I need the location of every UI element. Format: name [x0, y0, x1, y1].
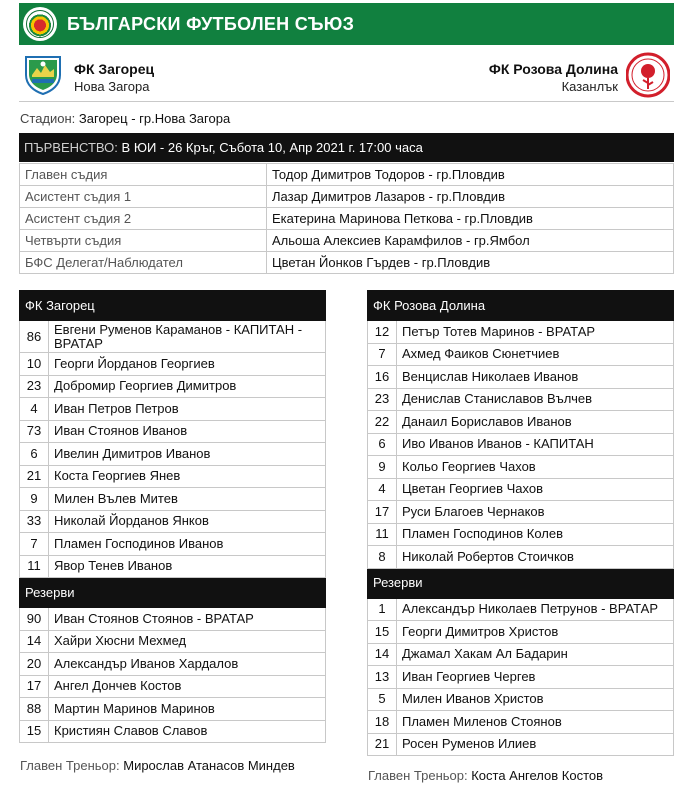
away-player-row — [368, 501, 674, 524]
away-player-number: 23 — [368, 388, 397, 411]
away-player-row — [368, 321, 674, 344]
home-player-name: Добромир Георгиев Димитров — [49, 375, 326, 398]
official-row — [20, 186, 674, 208]
federation-banner — [19, 3, 674, 45]
competition-value: В ЮИ - 26 Кръг, Събота 10, Апр 2021 г. 17:00 часа — [121, 140, 423, 155]
home-player-number: 4 — [20, 398, 49, 421]
away-coach-name: Коста Ангелов Костов — [471, 768, 604, 783]
official-name: Екатерина Маринова Петкова - гр.Пловдив — [267, 208, 674, 230]
home-reserve-name: Ангел Дончев Костов — [49, 675, 326, 698]
home-player-row — [20, 510, 326, 533]
home-player-row — [20, 488, 326, 511]
away-player-number: 7 — [368, 343, 397, 366]
away-player-name: Данаил Бориславов Иванов — [397, 411, 674, 434]
official-role: Асистент съдия 2 — [20, 208, 267, 230]
away-reserve-name: Пламен Миленов Стоянов — [397, 711, 674, 734]
home-reserve-row — [20, 675, 326, 698]
away-reserve-number: 1 — [368, 598, 397, 621]
home-reserves-header — [20, 578, 326, 608]
away-reserve-row — [368, 643, 674, 666]
away-player-name: Ахмед Фаиков Сюнетчиев — [397, 343, 674, 366]
officials-table — [19, 163, 674, 274]
home-reserve-number: 17 — [20, 675, 49, 698]
away-player-name: Петър Тотев Маринов - ВРАТАР — [397, 321, 674, 344]
official-role: Асистент съдия 1 — [20, 186, 267, 208]
home-player-row — [20, 533, 326, 556]
official-name: Цветан Йонков Гърдев - гр.Пловдив — [267, 252, 674, 274]
home-player-row — [20, 321, 326, 353]
away-player-number: 22 — [368, 411, 397, 434]
away-reserves-header — [368, 568, 674, 598]
official-role: Четвърти съдия — [20, 230, 267, 252]
away-reserve-row — [368, 598, 674, 621]
home-player-number: 21 — [20, 465, 49, 488]
away-player-row — [368, 411, 674, 434]
home-reserve-number: 15 — [20, 720, 49, 743]
away-player-number: 16 — [368, 366, 397, 389]
away-reserve-row — [368, 711, 674, 734]
home-player-name: Явор Тенев Иванов — [49, 555, 326, 578]
home-team-city: Нова Загора — [74, 79, 150, 94]
away-team-crest-icon — [626, 52, 670, 98]
away-player-row — [368, 388, 674, 411]
away-reserve-name: Милен Иванов Христов — [397, 688, 674, 711]
away-reserve-number: 13 — [368, 666, 397, 689]
home-coach-line — [20, 758, 295, 773]
home-player-row — [20, 465, 326, 488]
official-role: Главен съдия — [20, 164, 267, 186]
away-reserve-number: 15 — [368, 621, 397, 644]
home-player-number: 33 — [20, 510, 49, 533]
away-player-number: 17 — [368, 501, 397, 524]
away-player-number: 9 — [368, 456, 397, 479]
away-reserve-number: 14 — [368, 643, 397, 666]
away-reserve-row — [368, 688, 674, 711]
home-player-number: 11 — [20, 555, 49, 578]
home-player-row — [20, 398, 326, 421]
official-row — [20, 252, 674, 274]
official-name: Тодор Димитров Тодоров - гр.Пловдив — [267, 164, 674, 186]
home-lineup-header — [20, 291, 326, 321]
away-player-number: 8 — [368, 546, 397, 569]
away-reserve-row — [368, 666, 674, 689]
home-coach-name: Мирослав Атанасов Миндев — [123, 758, 295, 773]
away-reserve-name: Георги Димитров Христов — [397, 621, 674, 644]
home-player-name: Милен Вълев Митев — [49, 488, 326, 511]
away-coach-label: Главен Треньор: — [368, 768, 468, 783]
home-reserve-row — [20, 720, 326, 743]
away-player-number: 12 — [368, 321, 397, 344]
home-player-name: Николай Йорданов Янков — [49, 510, 326, 533]
away-team-name: ФК Розова Долина — [488, 61, 618, 77]
official-role: БФС Делегат/Наблюдател — [20, 252, 267, 274]
away-reserve-row — [368, 621, 674, 644]
away-player-row — [368, 478, 674, 501]
home-reserve-number: 88 — [20, 698, 49, 721]
home-reserve-name: Кристиян Славов Славов — [49, 720, 326, 743]
home-team-name: ФК Загорец — [74, 61, 155, 77]
stadium-label: Стадион: — [20, 111, 76, 126]
home-lineup-table — [19, 290, 326, 743]
home-player-name: Ивелин Димитров Иванов — [49, 443, 326, 466]
home-player-number: 23 — [20, 375, 49, 398]
home-player-name: Иван Стоянов Иванов — [49, 420, 326, 443]
away-player-name: Цветан Георгиев Чахов — [397, 478, 674, 501]
home-reserve-row — [20, 698, 326, 721]
home-player-name: Иван Петров Петров — [49, 398, 326, 421]
away-lineup-header — [368, 291, 674, 321]
home-player-row — [20, 420, 326, 443]
away-player-name: Венцислав Николаев Иванов — [397, 366, 674, 389]
home-reserve-name: Александър Иванов Хардалов — [49, 653, 326, 676]
away-player-name: Денислав Станиславов Вълчев — [397, 388, 674, 411]
home-reserve-name: Мартин Маринов Маринов — [49, 698, 326, 721]
home-lineup-team: ФК Загорец — [20, 291, 326, 321]
competition-label: ПЪРВЕНСТВО: — [24, 140, 118, 155]
home-reserve-row — [20, 653, 326, 676]
away-reserve-number: 18 — [368, 711, 397, 734]
home-player-row — [20, 353, 326, 376]
official-name: Лазар Димитров Лазаров - гр.Пловдив — [267, 186, 674, 208]
away-reserve-name: Иван Георгиев Чергев — [397, 666, 674, 689]
away-player-row — [368, 456, 674, 479]
away-player-name: Руси Благоев Чернаков — [397, 501, 674, 524]
bfu-logo — [23, 7, 57, 41]
home-player-name: Коста Георгиев Янев — [49, 465, 326, 488]
official-name: Альоша Алексиев Карамфилов - гр.Ямбол — [267, 230, 674, 252]
away-team-city: Казанлък — [561, 79, 618, 94]
away-player-name: Кольо Георгиев Чахов — [397, 456, 674, 479]
home-reserve-number: 90 — [20, 608, 49, 631]
teams-header — [19, 50, 674, 102]
home-reserve-name: Хайри Хюсни Мехмед — [49, 630, 326, 653]
away-lineup-team: ФК Розова Долина — [368, 291, 674, 321]
home-player-number: 9 — [20, 488, 49, 511]
away-player-name: Николай Робертов Стоичков — [397, 546, 674, 569]
federation-title: БЪЛГАРСКИ ФУТБОЛЕН СЪЮЗ — [67, 13, 355, 34]
away-reserve-name: Росен Руменов Илиев — [397, 733, 674, 756]
home-player-number: 6 — [20, 443, 49, 466]
away-reserve-number: 5 — [368, 688, 397, 711]
official-row — [20, 164, 674, 186]
away-reserve-number: 21 — [368, 733, 397, 756]
away-player-number: 4 — [368, 478, 397, 501]
home-coach-label: Главен Треньор: — [20, 758, 120, 773]
away-lineup-table — [367, 290, 674, 756]
away-reserve-row — [368, 733, 674, 756]
away-player-row — [368, 366, 674, 389]
away-reserves-label: Резерви — [368, 568, 674, 598]
competition-bar — [19, 133, 674, 162]
away-reserve-name: Александър Николаев Петрунов - ВРАТАР — [397, 598, 674, 621]
home-reserve-row — [20, 608, 326, 631]
home-reserves-label: Резерви — [20, 578, 326, 608]
home-player-name: Пламен Господинов Иванов — [49, 533, 326, 556]
stadium-line — [20, 111, 230, 126]
away-coach-line — [368, 768, 603, 783]
away-player-name: Иво Иванов Иванов - КАПИТАН — [397, 433, 674, 456]
official-row — [20, 208, 674, 230]
away-player-number: 6 — [368, 433, 397, 456]
home-player-number: 86 — [20, 321, 49, 353]
home-player-row — [20, 443, 326, 466]
home-player-row — [20, 375, 326, 398]
away-player-name: Пламен Господинов Колев — [397, 523, 674, 546]
away-player-row — [368, 433, 674, 456]
away-player-row — [368, 546, 674, 569]
home-reserve-name: Иван Стоянов Стоянов - ВРАТАР — [49, 608, 326, 631]
home-player-name: Евгени Руменов Караманов - КАПИТАН - ВРАТАР — [49, 321, 326, 353]
official-row — [20, 230, 674, 252]
away-player-row — [368, 523, 674, 546]
away-player-row — [368, 343, 674, 366]
home-player-number: 10 — [20, 353, 49, 376]
home-player-row — [20, 555, 326, 578]
away-reserve-name: Джамал Хакам Ал Бадарин — [397, 643, 674, 666]
home-reserve-number: 20 — [20, 653, 49, 676]
stadium-value: Загорец - гр.Нова Загора — [78, 111, 231, 126]
away-player-number: 11 — [368, 523, 397, 546]
home-reserve-row — [20, 630, 326, 653]
home-team-crest-icon — [22, 53, 64, 95]
home-reserve-number: 14 — [20, 630, 49, 653]
home-player-number: 73 — [20, 420, 49, 443]
home-player-name: Георги Йорданов Георгиев — [49, 353, 326, 376]
home-player-number: 7 — [20, 533, 49, 556]
